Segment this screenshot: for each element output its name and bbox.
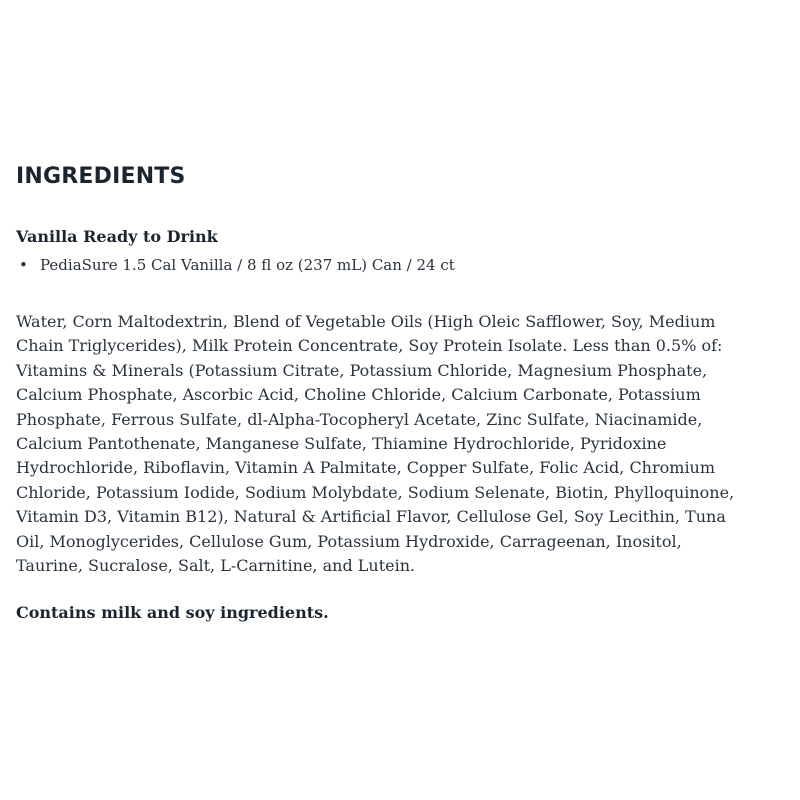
ingredients-line: Calcium Phosphate, Ascorbic Acid, Choline Chloride, Calcium Carbonate, Potassium [16, 385, 701, 405]
variant-item [16, 256, 455, 274]
product-name: Vanilla Ready to Drink [16, 227, 218, 246]
ingredients-line: Vitamin D3, Vitamin B12), Natural & Artificial Flavor, Cellulose Gel, Soy Lecithin, Tuna [16, 507, 726, 527]
ingredients-line: Vitamins & Minerals (Potassium Citrate, Potassium Chloride, Magnesium Phosphate, [16, 360, 708, 380]
ingredients-line: Water, Corn Maltodextrin, Blend of Vegetable Oils (High Oleic Safflower, Soy, Medium [16, 312, 716, 331]
section-heading: INGREDIENTS [16, 164, 186, 189]
ingredients-line: Hydrochloride, Riboflavin, Vitamin A Palmitate, Copper Sulfate, Folic Acid, Chromium [16, 458, 716, 478]
allergen-statement: Contains milk and soy ingredients. [16, 603, 329, 622]
ingredients-line: Calcium Pantothenate, Manganese Sulfate, Thiamine Hydrochloride, Pyridoxine [16, 434, 667, 454]
ingredients-line: Taurine, Sucralose, Salt, L-Carnitine, and Lutein. [16, 556, 416, 576]
ingredients-line: Oil, Monoglycerides, Cellulose Gum, Potassium Hydroxide, Carrageenan, Inositol, [16, 531, 682, 551]
variant-label: PediaSure 1.5 Cal Vanilla / 8 fl oz (237 mL) Can / 24 ct [40, 256, 455, 274]
ingredients-list [16, 310, 792, 578]
ingredients-line: Phosphate, Ferrous Sulfate, dl-Alpha-Tocopheryl Acetate, Zinc Sulfate, Niacinamide, [16, 409, 703, 429]
variant-list [16, 256, 455, 274]
ingredients-line: Chloride, Potassium Iodide, Sodium Molybdate, Sodium Selenate, Biotin, Phylloquinone, [16, 482, 735, 502]
ingredients-line: Chain Triglycerides), Milk Protein Concentrate, Soy Protein Isolate. Less than 0.5% of: [16, 336, 723, 356]
bullet-marker: • [19, 256, 28, 274]
